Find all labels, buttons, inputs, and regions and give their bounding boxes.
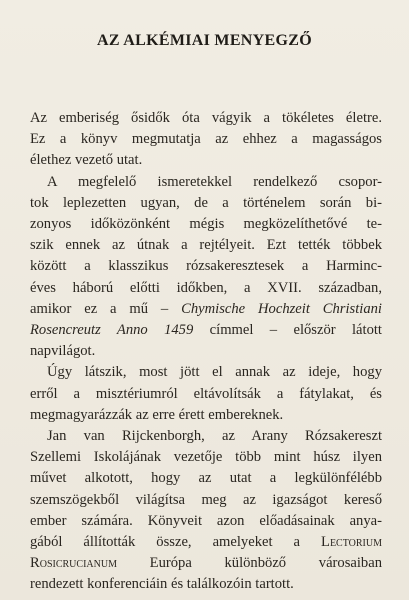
text-line: Úgy látszik, most jött el annak az ideje, hogy	[47, 364, 382, 381]
text-line: Szellemi Iskolájának vezetője több mint húsz ilyen	[30, 449, 382, 466]
text-run: Európa különböző városaiban	[116, 555, 382, 572]
text-run: gából állították össze, amelyeket a	[30, 534, 322, 551]
text-run: címmel – először látott	[193, 322, 382, 339]
italic-title: Chymische Hochzeit Christiani	[181, 300, 382, 317]
text-line: Az emberiség ősidők óta vágyik a tökéletes életre.	[30, 110, 382, 126]
small-caps-name: Lectorium	[321, 534, 382, 551]
text-line: napvilágot.	[30, 343, 96, 360]
text-line: Jan van Rijckenborgh, az Arany Rózsakereszt	[47, 428, 382, 445]
text-line	[30, 299, 382, 320]
paragraph-3	[30, 362, 382, 426]
page-title: AZ ALKÉMIAI MENYEGZŐ	[97, 32, 312, 49]
text-line: szik ennek az útnak a rejtélyeit. Ezt tették többek	[30, 237, 382, 254]
text-line	[30, 532, 382, 553]
text-line: megmagyarázzák az erre érett embereknek.	[30, 406, 284, 423]
paragraph-4	[30, 426, 382, 596]
italic-title: Rosencreutz Anno 1459	[30, 322, 194, 339]
text-line: között a klasszikus rózsakeresztesek a Harminc-	[30, 258, 382, 275]
text-line: ember számára. Könyveit azon előadásainak anya-	[30, 512, 382, 529]
text-line: művet alkotott, hogy az utat a legkülönfélébb	[30, 470, 382, 487]
text-line: szemszögekből világítsa meg az igazságot kereső	[30, 491, 382, 508]
text-line: A megfelelő ismeretekkel rendelkező csopor-	[47, 173, 382, 190]
text-line: rendezett konferenciáin és találkozóin tartott.	[30, 576, 294, 593]
paragraph-1	[30, 108, 382, 172]
paragraph-2	[30, 172, 382, 363]
text-line: éves háború előtti időkben, a XVII. században,	[30, 279, 382, 296]
text-run: amikor ez a mű –	[30, 300, 182, 317]
text-line: tok leplezetten ugyan, de a történelem során bi-	[30, 194, 382, 211]
text-line: élethez vezető utat.	[30, 152, 143, 169]
text-line: zonyos időközönként mégis megközelíthetővé te-	[30, 216, 382, 233]
text-line	[30, 553, 382, 574]
body-text	[30, 108, 382, 596]
small-caps-name: Rosicrucianum	[30, 555, 117, 572]
text-line: erről a misztériumról eltávolítsák a fátylakat, és	[30, 385, 382, 402]
text-line: Ez a könyv megmutatja az ehhez a magasságos	[30, 131, 382, 148]
text-line	[30, 320, 382, 341]
